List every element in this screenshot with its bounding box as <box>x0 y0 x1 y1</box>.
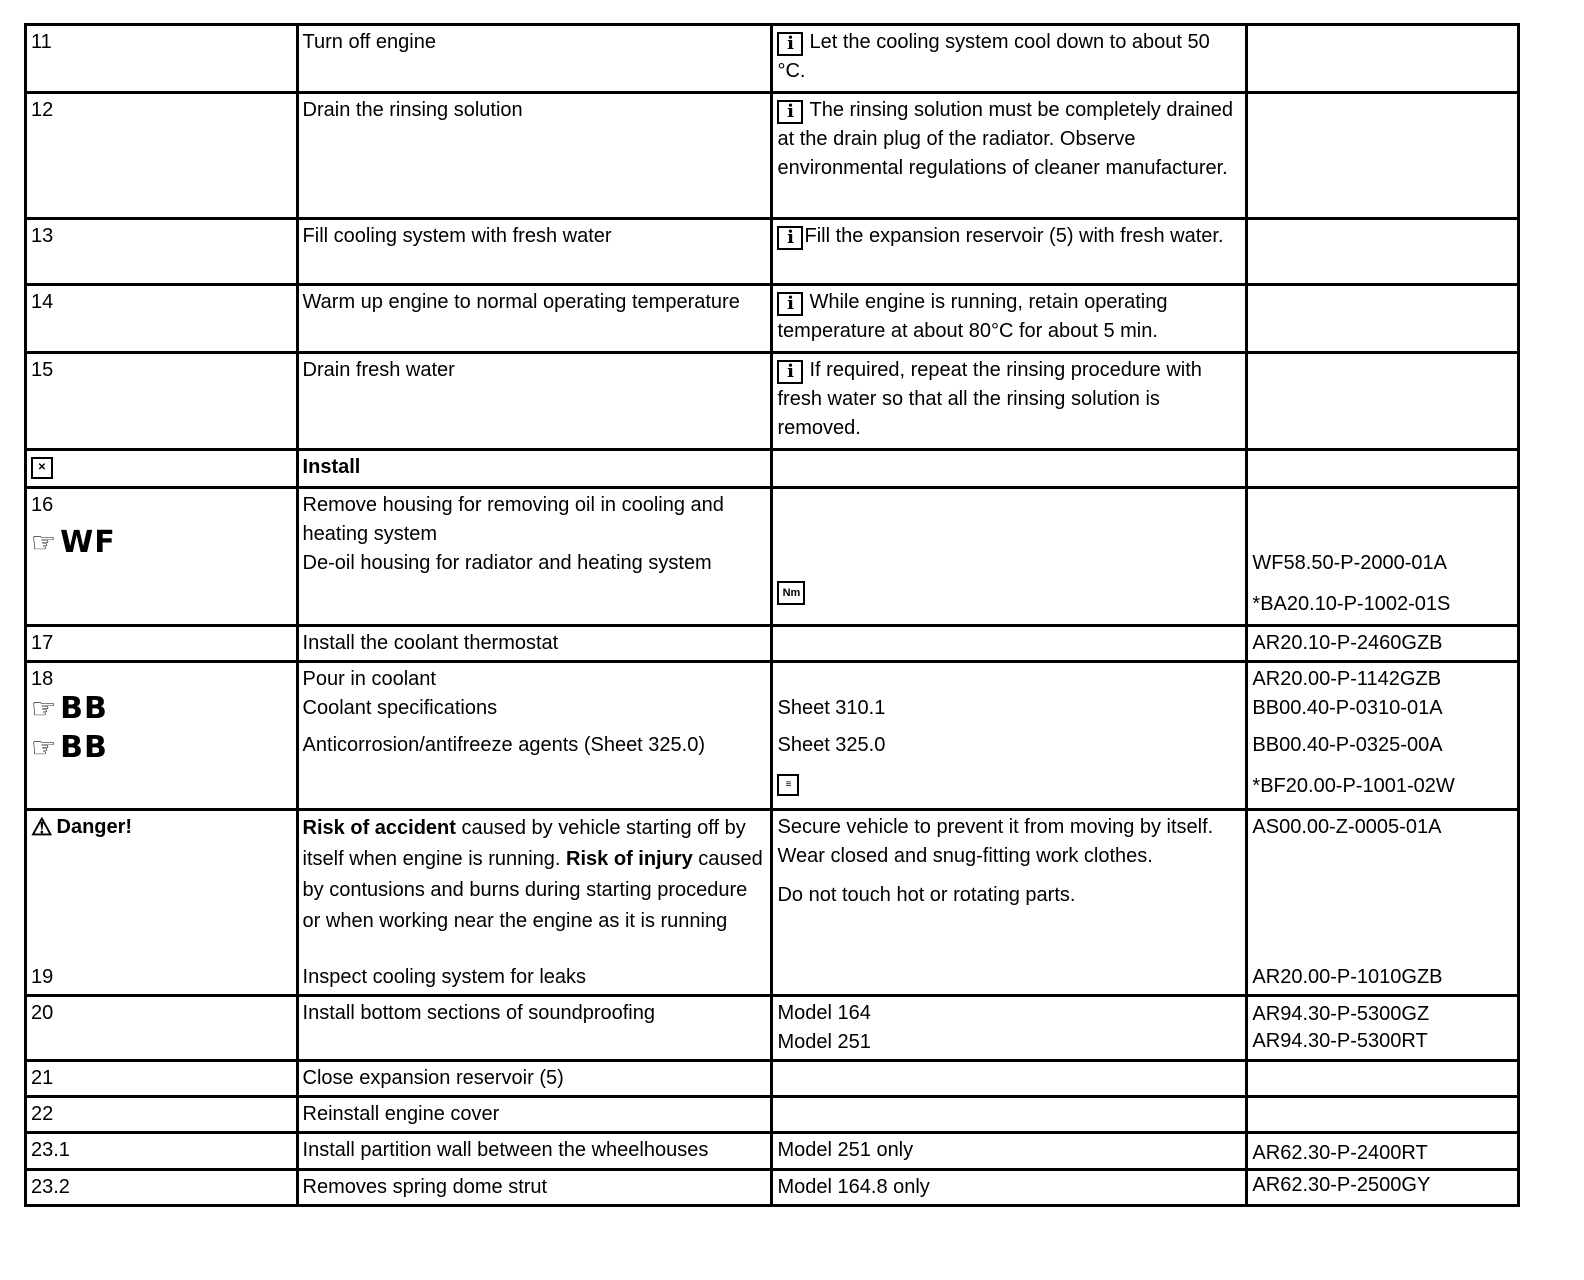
reference-link[interactable]: AS00.00-Z-0005-01A <box>1252 816 1442 838</box>
workshop-reference-tag <box>31 691 292 726</box>
step-reference-cell <box>1247 488 1519 626</box>
danger-description-cell <box>297 810 772 996</box>
table-row <box>26 996 1519 1061</box>
step-action: Install partition wall between the wheelhouses <box>297 1133 772 1170</box>
ref-tag-label: BB <box>60 691 108 726</box>
step-number: 12 <box>26 93 298 219</box>
step-action-cell <box>297 662 772 810</box>
note-text: Fill the expansion reservoir (5) with fresh water. <box>804 225 1224 247</box>
reference-link[interactable]: *BF20.00-P-1001-02W <box>1252 775 1455 797</box>
step-note <box>772 93 1247 219</box>
step-action: Drain the rinsing solution <box>297 93 772 219</box>
workshop-reference-tag <box>31 730 292 765</box>
reference-link[interactable]: WF58.50-P-2000-01A <box>1252 552 1447 574</box>
step-number: 16 <box>31 494 54 516</box>
table-row <box>26 285 1519 353</box>
reference-link[interactable]: AR62.30-P-2500GY <box>1247 1170 1519 1206</box>
info-icon: i <box>777 226 803 250</box>
note-text: If required, repeat the rinsing procedure with fresh water so that all the rinsing solution is removed. <box>777 359 1202 439</box>
note-text: Sheet 310.1 <box>777 697 886 719</box>
step-number: 23.1 <box>26 1133 298 1170</box>
warning-triangle-icon: ⚠ <box>31 814 53 841</box>
pointing-hand-icon: ☞ <box>31 527 57 558</box>
step-number: 19 <box>31 966 54 988</box>
step-number: 21 <box>26 1061 298 1097</box>
step-action: Inspect cooling system for leaks <box>302 966 587 988</box>
ref-tag-label: BB <box>60 730 108 765</box>
step-action: Anticorrosion/antifreeze agents (Sheet 325.0) <box>302 734 706 756</box>
step-note <box>772 285 1247 353</box>
danger-text: caused by contusions and burns during starting procedure or when working near the engine as it is running <box>302 848 763 932</box>
empty-cell <box>1247 450 1519 488</box>
note-text: Model 251 only <box>772 1133 1247 1170</box>
workshop-reference-tag <box>31 525 292 560</box>
danger-description <box>303 817 763 932</box>
install-icon: ✕ <box>31 457 53 479</box>
step-reference <box>1247 219 1519 285</box>
step-note-cell <box>772 996 1247 1061</box>
step-number: 11 <box>26 25 298 93</box>
torque-line <box>777 578 1241 607</box>
step-action: Turn off engine <box>297 25 772 93</box>
step-action: Fill cooling system with fresh water <box>297 219 772 285</box>
step-action: Pour in coolant <box>302 668 436 690</box>
table-row <box>26 488 1519 626</box>
step-reference-cell <box>1247 996 1519 1061</box>
step-number: 22 <box>26 1097 298 1133</box>
table-row <box>26 1061 1519 1097</box>
reference-link[interactable]: AR20.10-P-2460GZB <box>1247 626 1519 662</box>
operating-fluids-icon: ≡ <box>777 774 799 796</box>
step-note <box>772 25 1247 93</box>
torque-icon: Nm <box>777 581 805 605</box>
step-number: 17 <box>26 626 298 662</box>
note-text: Secure vehicle to prevent it from moving by itself. <box>777 816 1214 838</box>
info-icon: i <box>777 32 803 56</box>
pointing-hand-icon: ☞ <box>31 693 57 724</box>
note-text: The rinsing solution must be completely drained at the drain plug of the radiator. Observe environmental regulations of cleaner manufacturer. <box>777 99 1234 179</box>
info-icon: i <box>777 360 803 384</box>
reference-link[interactable]: AR62.30-P-2400RT <box>1247 1133 1519 1170</box>
install-icon-cell <box>26 450 298 488</box>
step-number: 15 <box>26 353 298 450</box>
step-number: 13 <box>26 219 298 285</box>
table-row <box>26 1097 1519 1133</box>
empty-cell <box>1247 1061 1519 1097</box>
step-number-cell <box>26 662 298 810</box>
note-text: Model 164.8 only <box>772 1170 1247 1206</box>
info-icon: i <box>777 100 803 124</box>
step-action: De-oil housing for radiator and heating system <box>302 552 712 574</box>
note-text: Do not touch hot or rotating parts. <box>777 884 1076 906</box>
step-action: Removes spring dome strut <box>297 1170 772 1206</box>
danger-text: caused by vehicle starting off by itself when engine is running. <box>302 817 746 870</box>
reference-link[interactable]: BB00.40-P-0325-00A <box>1252 734 1443 756</box>
step-note-cell <box>772 488 1247 626</box>
table-row <box>26 353 1519 450</box>
step-number: 14 <box>26 285 298 353</box>
empty-cell <box>1247 1097 1519 1133</box>
step-action: Reinstall engine cover <box>297 1097 772 1133</box>
danger-keyword: Risk of injury <box>566 848 693 870</box>
step-reference <box>1247 285 1519 353</box>
step-action: Remove housing for removing oil in cooling and heating system <box>302 494 724 545</box>
section-header-row <box>26 450 1519 488</box>
table-row <box>26 626 1519 662</box>
table-row <box>26 25 1519 93</box>
step-reference <box>1247 25 1519 93</box>
step-reference <box>1247 353 1519 450</box>
table-row <box>26 1133 1519 1170</box>
note-text: Model 251 <box>777 1031 871 1053</box>
step-number: 23.2 <box>26 1170 298 1206</box>
step-action: Coolant specifications <box>302 697 498 719</box>
note-text: Sheet 325.0 <box>777 734 886 756</box>
step-note <box>772 353 1247 450</box>
step-action: Warm up engine to normal operating temperature <box>297 285 772 353</box>
table-row <box>26 662 1519 810</box>
danger-row <box>26 810 1519 996</box>
table-row <box>26 219 1519 285</box>
step-note <box>772 219 1247 285</box>
pointing-hand-icon: ☞ <box>31 732 57 763</box>
step-action: Drain fresh water <box>297 353 772 450</box>
note-text: Let the cooling system cool down to about 50 °C. <box>777 31 1210 82</box>
step-number: 18 <box>31 668 54 690</box>
empty-cell <box>772 1097 1247 1133</box>
info-icon: i <box>777 292 803 316</box>
step-number: 20 <box>26 996 298 1061</box>
note-text: Wear closed and snug-fitting work clothes. <box>777 845 1153 867</box>
reference-link[interactable]: BB00.40-P-0310-01A <box>1252 697 1443 719</box>
danger-label <box>31 813 292 842</box>
step-reference-cell <box>1247 662 1519 810</box>
ref-tag-label: WF <box>60 525 116 560</box>
step-action: Install the coolant thermostat <box>297 626 772 662</box>
reference-link[interactable]: AR94.30-P-5300RT <box>1252 1030 1428 1052</box>
procedure-sheet <box>24 23 1520 1207</box>
danger-keyword: Risk of accident <box>302 817 456 839</box>
note-text: While engine is running, retain operating temperature at about 80°C for about 5 min. <box>777 291 1168 342</box>
danger-text: Danger! <box>56 816 133 838</box>
table-row <box>26 93 1519 219</box>
danger-note-cell <box>772 810 1247 996</box>
step-reference <box>1247 93 1519 219</box>
note-text: Model 164 <box>777 1002 871 1024</box>
section-title: Install <box>297 450 772 488</box>
book-icon-line <box>777 770 1241 799</box>
empty-cell <box>772 626 1247 662</box>
table-row <box>26 1170 1519 1206</box>
empty-cell <box>772 450 1247 488</box>
step-number-cell <box>26 488 298 626</box>
danger-label-cell <box>26 810 298 996</box>
reference-link[interactable]: AR20.00-P-1142GZB <box>1252 668 1442 690</box>
step-action: Install bottom sections of soundproofing <box>297 996 772 1061</box>
reference-link[interactable]: AR20.00-P-1010GZB <box>1252 966 1443 988</box>
reference-link[interactable]: AR94.30-P-5300GZ <box>1252 1003 1430 1025</box>
empty-cell <box>772 1061 1247 1097</box>
step-action: Close expansion reservoir (5) <box>297 1061 772 1097</box>
procedure-table <box>24 23 1520 1207</box>
reference-link[interactable]: *BA20.10-P-1002-01S <box>1252 593 1451 615</box>
danger-reference-cell <box>1247 810 1519 996</box>
step-action-cell <box>297 488 772 626</box>
step-note-cell <box>772 662 1247 810</box>
